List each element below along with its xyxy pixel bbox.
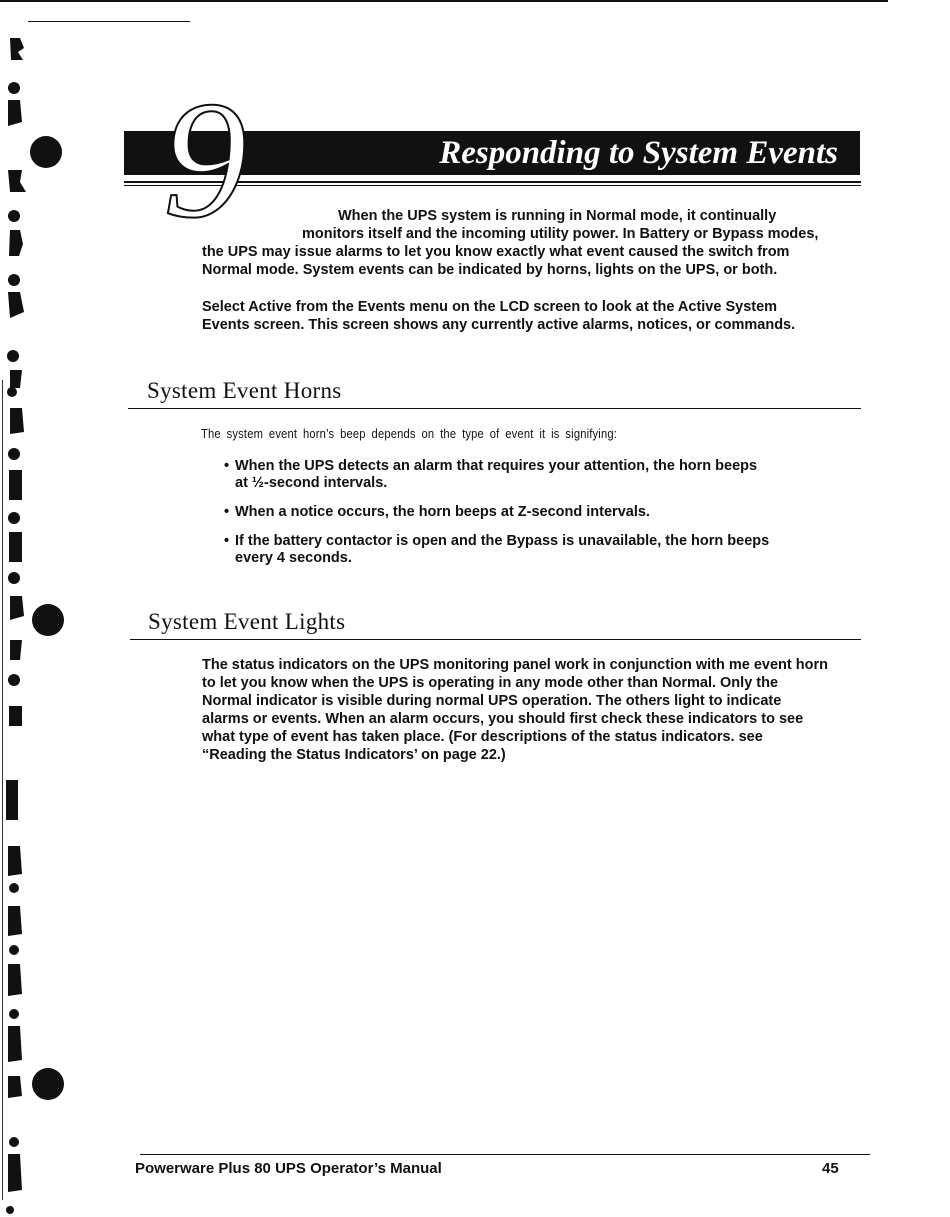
binding-hole: [8, 82, 20, 94]
chapter-number: 9: [163, 67, 247, 253]
binding-hole: [7, 387, 17, 397]
page-number: 45: [822, 1160, 839, 1177]
text-line: alarms or events. When an alarm occurs, you should first check these indicators to see: [202, 711, 804, 727]
binding-hole: [10, 38, 24, 60]
text-line: to let you know when the UPS is operating in any mode other than Normal. Only the: [202, 675, 779, 691]
text-line: Normal mode. System events can be indicated by horns, lights on the UPS, or both.: [202, 262, 778, 278]
binding-hole: [8, 846, 22, 876]
binding-holes-strip: [0, 30, 70, 1217]
text-line: If the battery contactor is open and the Bypass is unavailable, the horn beeps: [235, 533, 770, 549]
text-line: what type of event has taken place. (For descriptions of the status indicators. see: [202, 729, 763, 745]
binding-hole: [9, 470, 22, 500]
chapter-title: Responding to System Events: [439, 135, 838, 171]
horns-intro-text: The system event horn’s beep depends on the type of event it is signifying:: [201, 426, 618, 441]
binding-hole: [8, 448, 20, 460]
intro-paragraph-1: [202, 207, 818, 279]
text-line: “Reading the Status Indicators’ on page 22.): [202, 747, 506, 763]
binding-hole: [8, 964, 22, 996]
list-item: [224, 458, 844, 492]
top-short-rule: [28, 21, 190, 22]
text-line: When the UPS system is running in Normal mode, it continually: [338, 208, 777, 224]
text-line: When a notice occurs, the horn beeps at Z-second intervals.: [235, 504, 650, 520]
binding-hole: [8, 210, 20, 222]
binding-hole: [10, 408, 24, 434]
binding-hole: [30, 136, 62, 168]
list-item: [224, 504, 844, 521]
bullet-icon: •: [224, 504, 230, 520]
binding-hole: [9, 945, 19, 955]
section-rule: [130, 639, 861, 640]
binding-hole: [10, 370, 22, 388]
binding-hole: [10, 596, 24, 620]
footer-rule: [140, 1154, 870, 1155]
horns-bullet-list: [224, 458, 844, 579]
binding-hole: [32, 1068, 64, 1100]
binding-hole: [32, 604, 64, 636]
section-heading-lights: System Event Lights: [148, 609, 346, 634]
section-rule: [128, 408, 861, 409]
binding-hole: [8, 674, 20, 686]
binding-hole: [9, 706, 22, 726]
section-heading-horns: System Event Horns: [147, 378, 342, 403]
binding-hole: [8, 1154, 22, 1192]
binding-hole: [8, 572, 20, 584]
binding-hole: [6, 780, 18, 820]
footer-manual-title: Powerware Plus 80 UPS Operator’s Manual: [135, 1160, 442, 1177]
list-item: [224, 533, 844, 567]
text-line: Events screen. This screen shows any currently active alarms, notices, or commands.: [202, 317, 796, 333]
binding-hole: [9, 230, 23, 256]
binding-hole: [8, 512, 20, 524]
binding-hole: [9, 1137, 19, 1147]
bullet-icon: •: [224, 458, 230, 474]
binding-hole: [8, 170, 26, 192]
text-line: every 4 seconds.: [235, 550, 352, 566]
text-line: The status indicators on the UPS monitoring panel work in conjunction with me event horn: [202, 657, 828, 673]
binding-hole: [9, 532, 22, 562]
bullet-icon: •: [224, 533, 230, 549]
binding-hole: [9, 1009, 19, 1019]
text-line: at ½-second intervals.: [235, 475, 388, 491]
binding-hole: [8, 906, 22, 936]
text-line: the UPS may issue alarms to let you know exactly what event caused the switch from: [202, 244, 790, 260]
text-line: Normal indicator is visible during normal UPS operation. The others light to indicate: [202, 693, 782, 709]
binding-hole: [8, 274, 20, 286]
binding-hole: [10, 640, 22, 660]
binding-hole: [8, 292, 24, 318]
binding-hole: [8, 100, 22, 126]
binding-hole: [9, 883, 19, 893]
text-line: monitors itself and the incoming utility power. In Battery or Bypass modes,: [302, 226, 819, 242]
text-line: Select Active from the Events menu on the LCD screen to look at the Active System: [202, 299, 778, 315]
intro-paragraph-2: [202, 298, 795, 334]
lights-paragraph: [202, 656, 828, 764]
binding-hole: [8, 1026, 22, 1062]
top-border-rule: [0, 0, 888, 2]
text-line: When the UPS detects an alarm that requires your attention, the horn beeps: [235, 458, 758, 474]
binding-hole: [6, 1206, 14, 1214]
binding-hole: [8, 1076, 22, 1098]
binding-hole: [7, 350, 19, 362]
